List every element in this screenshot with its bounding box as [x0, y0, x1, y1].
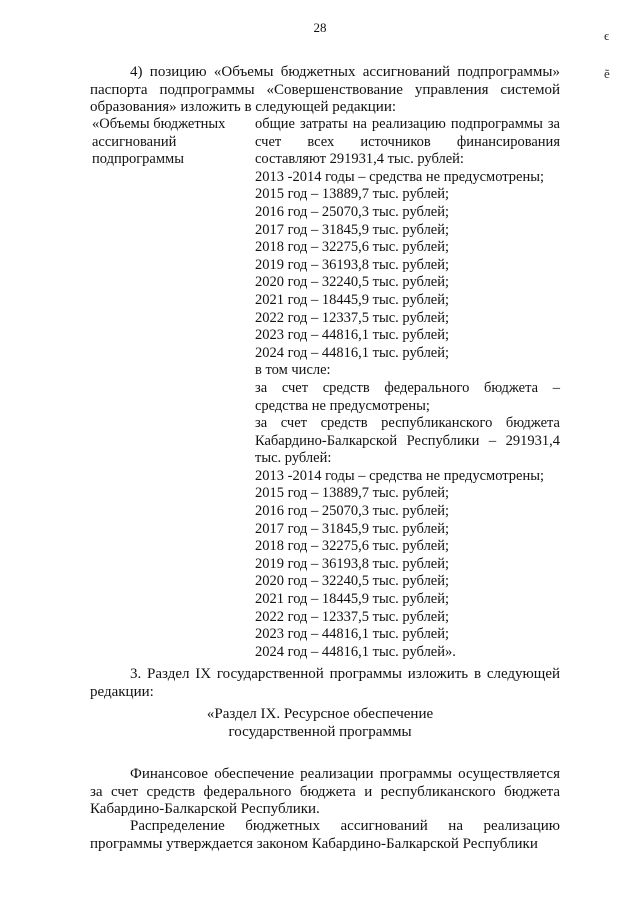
year-line: 2013 -2014 годы – средства не предусмотрены;	[255, 168, 545, 185]
republic-funding: за счет средств республиканского бюджета Кабардино-Балкарской Республики – 291931,4 тыс. рублей:	[255, 415, 560, 467]
year-line: 2021 год – 18445,9 тыс. рублей;	[255, 291, 450, 308]
year-line: 2022 год – 12337,5 тыс. рублей;	[255, 309, 450, 326]
margin-mark: ẽ	[604, 66, 610, 81]
item-3-text: 3. Раздел IX государственной программы изложить в следующей редакции:	[90, 666, 560, 700]
year-line: 2015 год – 13889,7 тыс. рублей;	[255, 485, 450, 502]
year-line: 2024 год – 44816,1 тыс. рублей;	[255, 344, 450, 361]
year-line: 2020 год – 32240,5 тыс. рублей;	[255, 573, 450, 590]
page-number: 28	[313, 20, 327, 35]
year-line: 2017 год – 31845,9 тыс. рублей;	[255, 520, 450, 537]
year-line: 2016 год – 25070,3 тыс. рублей;	[255, 503, 450, 520]
body-paragraph: Распределение бюджетных ассигнований на реализацию программы утверждается законом Кабардино-Балкарской Республики	[90, 818, 560, 852]
total-intro: общие затраты на реализацию подпрограммы за счет всех источников финансирования составляют 291931,4 тыс. рублей:	[255, 116, 560, 168]
year-line: 2015 год – 13889,7 тыс. рублей;	[255, 186, 450, 203]
section-heading-line-1: «Раздел IX. Ресурсное обеспечение	[206, 706, 434, 722]
passport-left-label: «Объемы бюджетных ассигнований подпрограммы	[92, 116, 226, 168]
item-4-text: 4) позицию «Объемы бюджетных ассигнований подпрограммы» паспорта подпрограммы «Совершенствование управления системой образования» изложить в следующей редакции:	[90, 64, 560, 116]
margin-mark: ϵ	[604, 28, 610, 43]
year-line: 2018 год – 32275,6 тыс. рублей;	[255, 538, 450, 555]
passport-right-column	[255, 116, 560, 661]
year-line: 2023 год – 44816,1 тыс. рублей;	[255, 327, 450, 344]
year-line: 2019 год – 36193,8 тыс. рублей;	[255, 256, 450, 273]
year-line: 2020 год – 32240,5 тыс. рублей;	[255, 274, 450, 291]
section-heading-line-2: государственной программы	[228, 724, 412, 740]
year-line: 2022 год – 12337,5 тыс. рублей;	[255, 608, 450, 625]
year-line: 2013 -2014 годы – средства не предусмотрены;	[255, 467, 545, 484]
year-line: 2017 год – 31845,9 тыс. рублей;	[255, 221, 450, 238]
year-line: 2024 год – 44816,1 тыс. рублей».	[255, 643, 456, 660]
year-line: 2018 год – 32275,6 тыс. рублей;	[255, 239, 450, 256]
year-line: 2016 год – 25070,3 тыс. рублей;	[255, 203, 450, 220]
year-line: 2023 год – 44816,1 тыс. рублей;	[255, 626, 450, 643]
federal-funding: за счет средств федерального бюджета – средства не предусмотрены;	[255, 379, 560, 414]
including-label: в том числе:	[255, 362, 331, 379]
year-line: 2021 год – 18445,9 тыс. рублей;	[255, 591, 450, 608]
year-line: 2019 год – 36193,8 тыс. рублей;	[255, 555, 450, 572]
body-paragraph: Финансовое обеспечение реализации программы осуществляется за счет средств федерального бюджета и республиканского бюджета Кабардино-Балкарской Республики.	[90, 766, 560, 818]
